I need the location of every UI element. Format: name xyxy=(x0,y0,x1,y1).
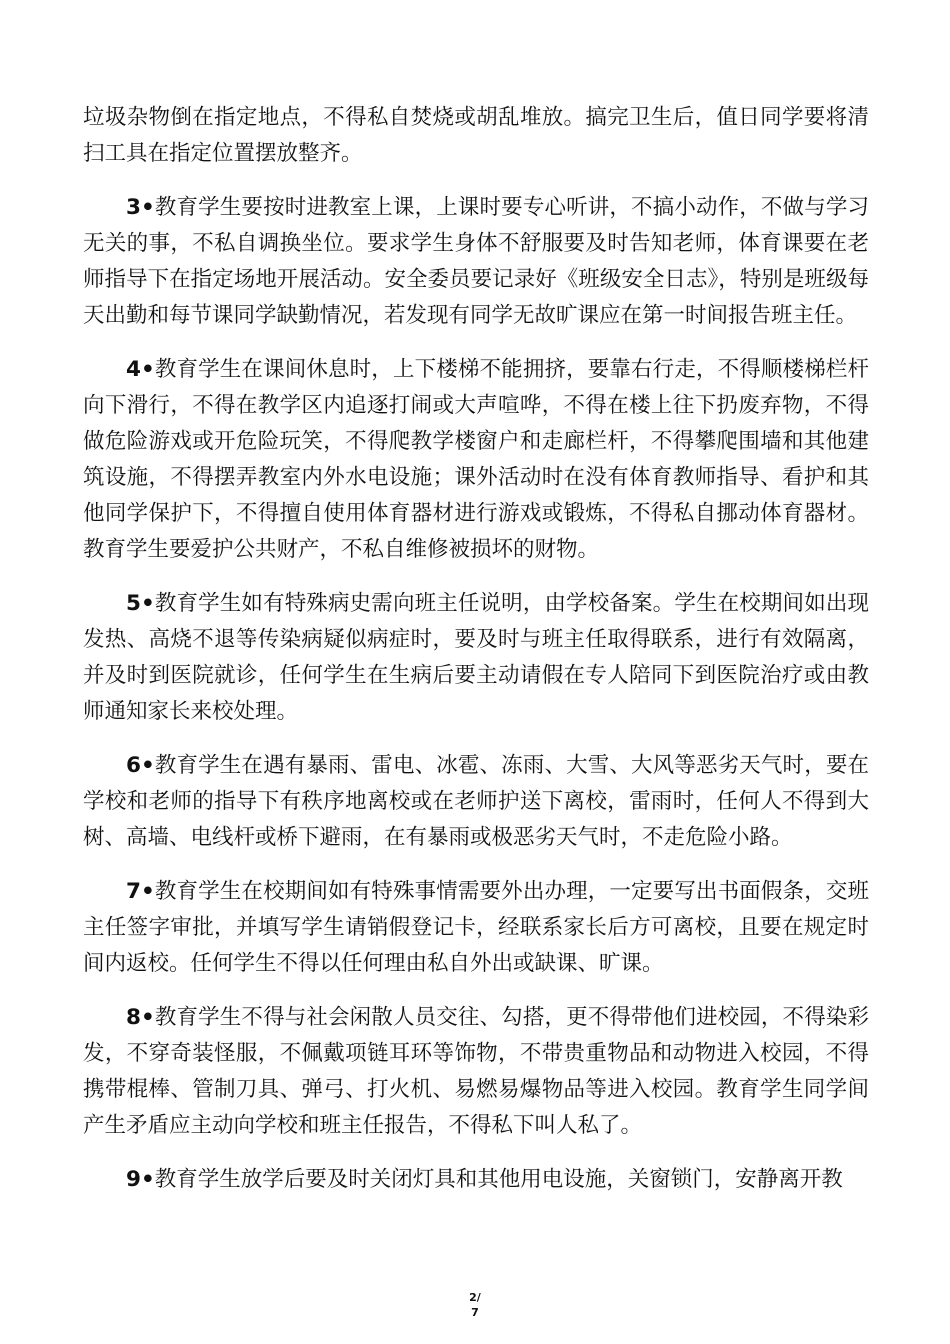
paragraph-item-3 xyxy=(83,190,869,334)
paragraph-item-6 xyxy=(83,748,869,856)
paragraph-text: 垃圾杂物倒在指定地点，不得私自焚烧或胡乱堆放。搞完卫生后，值日同学要将清扫工具在指定位置摆放整齐。 xyxy=(83,105,869,166)
item-number: 5• xyxy=(126,591,155,616)
paragraph-item-4 xyxy=(83,352,869,568)
paragraph-text: 教育学生在遇有暴雨、雷电、冰雹、冻雨、大雪、大风等恶劣天气时，要在学校和老师的指导下有秩序地离校或在老师护送下离校，雷雨时，任何人不得到大树、高墙、电线杆或桥下避雨，在有暴雨或极恶劣天气时，不走危险小路。 xyxy=(83,753,869,850)
item-number: 8• xyxy=(126,1005,155,1030)
paragraph-item-7 xyxy=(83,874,869,982)
item-number: 9• xyxy=(126,1167,155,1192)
paragraph-text: 教育学生在课间休息时，上下楼梯不能拥挤，要靠右行走，不得顺楼梯栏杆向下滑行，不得在教学区内追逐打闹或大声喧哗，不得在楼上往下扔废弃物，不得做危险游戏或开危险玩笑，不得爬教学楼窗户和走廊栏杆，不得攀爬围墙和其他建筑设施，不得摆弄教室内外水电设施；课外活动时在没有体育教师指导、看护和其他同学保护下，不得擅自使用体育器材进行游戏或锻炼，不得私自挪动体育器材。教育学生要爱护公共财产，不私自维修被损坏的财物。 xyxy=(83,357,869,562)
paragraph-text: 教育学生不得与社会闲散人员交往、勾搭，更不得带他们进校园，不得染彩发，不穿奇装怪服，不佩戴项链耳环等饰物，不带贵重物品和动物进入校园，不得携带棍棒、管制刀具、弹弓、打火机、易燃易爆物品等进入校园。教育学生同学间产生矛盾应主动向学校和班主任报告，不得私下叫人私了。 xyxy=(83,1005,869,1138)
item-number: 3• xyxy=(126,195,155,220)
paragraph-item-9 xyxy=(83,1162,869,1198)
page-number-total: 7 xyxy=(471,1306,479,1319)
paragraph-text: 教育学生如有特殊病史需向班主任说明，由学校备案。学生在校期间如出现发热、高烧不退等传染病疑似病症时，要及时与班主任取得联系，进行有效隔离，并及时到医院就诊，任何学生在生病后要主动请假在专人陪同下到医院治疗或由教师通知家长来校处理。 xyxy=(83,591,869,724)
page-number-current: 2/ xyxy=(469,1291,481,1304)
paragraph-text: 教育学生放学后要及时关闭灯具和其他用电设施，关窗锁门，安静离开教 xyxy=(154,1167,843,1192)
item-number: 4• xyxy=(126,357,155,382)
paragraph-text: 教育学生要按时进教室上课，上课时要专心听讲，不搞小动作，不做与学习无关的事，不私自调换坐位。要求学生身体不舒服要及时告知老师，体育课要在老师指导下在指定场地开展活动。安全委员要记录好《班级安全日志》，特别是班级每天出勤和每节课同学缺勤情况，若发现有同学无故旷课应在第一时间报告班主任。 xyxy=(83,195,869,328)
paragraph-item-5 xyxy=(83,586,869,730)
paragraph-text: 教育学生在校期间如有特殊事情需要外出办理，一定要写出书面假条，交班主任签字审批，并填写学生请销假登记卡，经联系家长后方可离校，且要在规定时间内返校。任何学生不得以任何理由私自外出或缺课、旷课。 xyxy=(83,879,869,976)
document-body xyxy=(83,100,869,1216)
item-number: 6• xyxy=(126,753,155,778)
page-number xyxy=(0,1290,950,1320)
paragraph-continuation xyxy=(83,100,869,172)
paragraph-item-8 xyxy=(83,1000,869,1144)
item-number: 7• xyxy=(126,879,155,904)
